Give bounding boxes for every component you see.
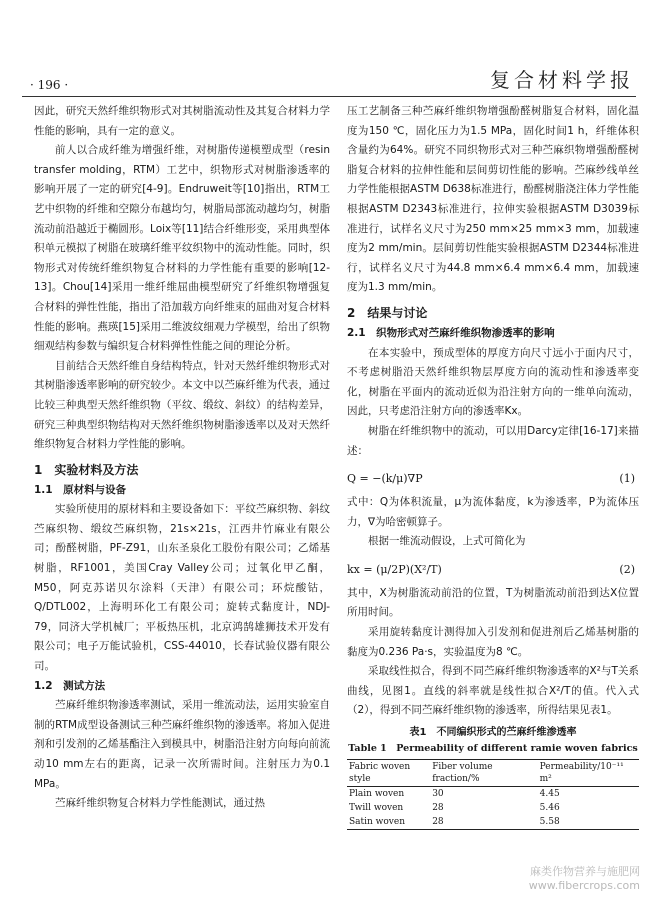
journal-title: 复合材料学报	[490, 68, 634, 92]
table-row	[347, 801, 639, 815]
paragraph: 式中：Q为体积流量，μ为流体黏度，k为渗透率，P为流体压力，∇为哈密顿算子。	[347, 496, 639, 528]
paragraph: 其中，X为树脂流动前沿的位置，T为树脂流动前沿到达X位置所用时间。	[347, 586, 639, 619]
paragraph: 苎麻纤维织物渗透率测试，采用一维流动法，运用实验室自制的RTM成型设备测试三种苎麻纤维织物的渗透率。将加入促进剂和引发剂的乙烯基酯注入到模具中，树脂沿注射方向每向前流动10 mm左右的距离，记录一次所需时间。注射压力为0.1 MPa。	[34, 699, 330, 790]
permeability-table	[347, 759, 639, 830]
section-heading: 1 实验材料及方法	[34, 462, 139, 477]
subsection-heading: 2.1 织物形式对苎麻纤维织物渗透率的影响	[347, 326, 555, 339]
table-cell: 5.46	[539, 803, 560, 814]
table-cell: Plain woven	[349, 789, 405, 800]
paragraph: 实验所使用的原材料和主要设备如下：平纹苎麻织物、斜纹苎麻织物、缎纹苎麻织物，21s×21s，江西井竹麻业有限公司；酚醛树脂，PF-Z91，山东圣泉化工股份有限公司；乙烯基树脂，RF1001，美国Cray Valley公司；过氧化甲乙酮，M50，阿克苏诺贝尔涂料（天津）有限公司；环烷酸钴，Q/DTL002，上海明环化工有限公司；旋转式黏度计，NDJ-79，同济大学机械厂；平板热压机，北京鸿鹄雄狮技术开发有限公司；电子万能试验机，CSS-44010，长春试验仪器有限公司。	[34, 503, 330, 673]
equation-number: (2)	[619, 562, 635, 576]
table-cell: 28	[432, 803, 444, 814]
paragraph: 因此，研究天然纤维织物形式对其树脂流动性及其复合材料力学性能的影响，具有一定的意义。	[34, 105, 330, 137]
table-caption-cn: 表1 不同编织形式的苎麻纤维渗透率	[409, 727, 577, 739]
table-cell: 30	[432, 789, 444, 800]
table-row	[347, 815, 639, 830]
table-header-cell: Permeability/10⁻¹¹ m²	[538, 760, 639, 787]
watermark	[529, 865, 640, 893]
table-cell: 28	[430, 815, 537, 830]
subsection-heading: 1.1 原材料与设备	[34, 483, 127, 496]
equation-body: kx = (μ/2P)(X²/T)	[347, 562, 442, 576]
paragraph: 树脂在纤维织物中的流动，可以用Darcy定律[16-17]来描述：	[347, 424, 639, 457]
page-header	[22, 66, 636, 97]
table-cell: 4.45	[539, 789, 560, 800]
table-caption-en: Table 1 Permeability of different ramie woven fabrics	[348, 743, 638, 755]
equation-1	[347, 463, 639, 491]
paragraph: 前人以合成纤维为增强纤维，对树脂传递模塑成型（resin transfer molding，RTM）工艺中，织物形式对树脂渗透率的影响开展了一定的研究[4-9]。Endruweit等[10]指出，RTM工艺中织物的纤维和空隙分布越均匀，树脂局部流动越均匀，树脂流动前沿越近于椭圆形。Loix等[11]结合纤维形变，采用典型体积单元模拟了树脂在玻璃纤维平纹织物中的流动性能。同时，织物形式对传统纤维织物复合材料的力学性能有重要的影响[12-13]。Chou[14]采用一维纤维屈曲模型研究了纤维织物增强复合材料的弹性性能，指出了沿加载方向纤维束的屈曲对复合材料性能的影响。燕瑛[15]采用二维波纹细观力学模型，给出了织物细观结构参数与编织复合材料弹性性能之间的理论分析。	[34, 144, 330, 353]
equation-body: Q = −(k/μ)∇P	[347, 472, 423, 486]
left-column	[34, 102, 330, 814]
section-heading: 2 结果与讨论	[347, 305, 428, 320]
table-header-cell: Fabric woven style	[347, 760, 430, 787]
paragraph: 采取线性拟合，得到不同苎麻纤维织物渗透率的X²与T关系曲线，见图1。直线的斜率就是线性拟合X²/T的值。代入式（2），得到不同苎麻纤维织物的渗透率，所得结果见表1。	[347, 665, 639, 717]
right-column	[347, 102, 639, 830]
paragraph: 目前结合天然纤维自身结构特点，针对天然纤维织物形式对其树脂渗透率影响的研究较少。本文中以苎麻纤维为代表，通过比较三种典型天然纤维织物（平纹、缎纹、斜纹）的结构差异，研究三种典型织物结构对天然纤维织物树脂渗透率以及对天然纤维织物复合材料力学性能的影响。	[34, 359, 330, 451]
paragraph: 苎麻纤维织物复合材料力学性能测试，通过热	[55, 797, 265, 810]
subsection-heading: 1.2 测试方法	[34, 679, 106, 692]
equation-2	[347, 554, 639, 582]
paragraph: 压工艺制备三种苎麻纤维织物增强酚醛树脂复合材料，固化温度为150 ℃，固化压力为1.5 MPa，固化时间1 h，纤维体积含量约为64%。研究不同织物形式对三种苎麻织物增强酚醛树脂复合材料的拉伸性能和层间剪切性能的影响。苎麻纱线单丝力学性能根据ASTM D638标准进行，酚醛树脂浇注体力学性能根据ASTM D2343标准进行，拉伸实验根据ASTM D3039标准进行，试样名义尺寸为250 mm×25 mm×3 mm，加载速度为2 mm/min。层间剪切性能实验根据ASTM D2344标准进行，试样名义尺寸为44.8 mm×6.4 mm×6.4 mm，加载速度为1.3 mm/min。	[347, 105, 639, 294]
table-row	[347, 787, 639, 802]
paragraph: 采用旋转黏度计测得加入引发剂和促进剂后乙烯基树脂的黏度为0.236 Pa·s，实验温度为8 ℃。	[347, 626, 639, 658]
table-cell: 5.58	[538, 815, 639, 830]
equation-number: (1)	[619, 472, 635, 486]
paragraph: 根据一维流动假设，上式可简化为	[368, 535, 526, 548]
table-header-cell: Fiber volume fraction/%	[430, 760, 537, 787]
page-number: · 196 ·	[30, 78, 69, 92]
watermark-line: 麻类作物营养与施肥网	[530, 865, 640, 878]
table-cell: Twill woven	[349, 803, 404, 814]
paragraph: 在本实验中，预成型体的厚度方向尺寸远小于面内尺寸，不考虑树脂沿天然纤维织物层厚度方向的流动性和渗透率变化，树脂在平面内的流动近似为沿注射方向的一维单向流动，因此，只考虑沿注射方向的渗透率Kx。	[347, 346, 639, 418]
watermark-line: www.fibercrops.com	[528, 879, 640, 892]
table-cell: Satin woven	[347, 815, 430, 830]
